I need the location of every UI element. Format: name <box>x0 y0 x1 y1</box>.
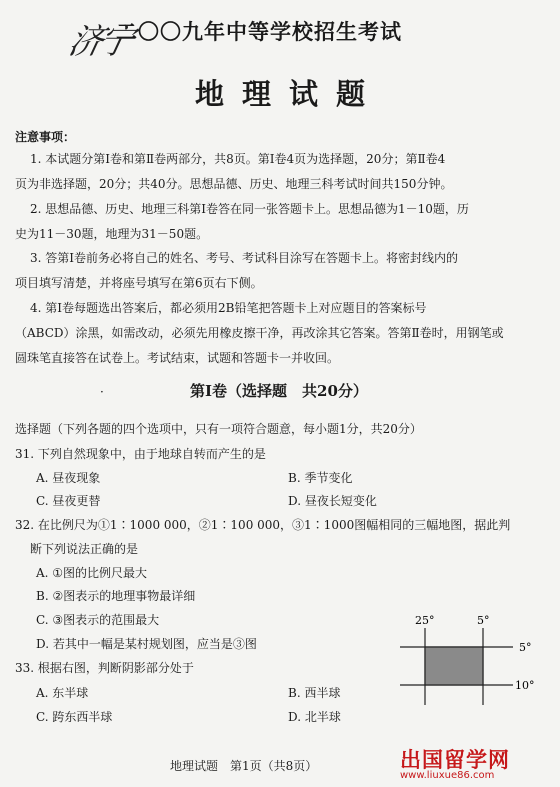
notice-line: （ABCD）涂黑，如需改动，必须先用橡皮擦干净，再改涂其它答案。答第Ⅱ卷时，用钢笔或 <box>15 326 504 340</box>
option-33c: C. 跨东西半球 <box>36 710 113 724</box>
label-lat-10: 10° <box>515 679 535 692</box>
page-title: 地理试题 <box>195 77 384 111</box>
lat-lon-grid-figure <box>395 610 545 720</box>
notice-heading: 注意事项： <box>15 130 76 144</box>
exam-title: 二〇〇九年中等学校招生考试 <box>116 19 402 44</box>
notice-line: 1. 本试题分第Ⅰ卷和第Ⅱ卷两部分，共8页。第Ⅰ卷4页为选择题，20分；第Ⅱ卷4 <box>30 152 446 166</box>
choice-intro: 选择题（下列各题的四个选项中，只有一项符合题意，每小题1分，共20分） <box>15 422 422 436</box>
handwritten-note: 济宁 <box>65 22 134 62</box>
shaded-region <box>425 647 483 685</box>
watermark-url: www.liuxue86.com <box>400 770 495 781</box>
option-32a: A. ①图的比例尺最大 <box>36 566 148 580</box>
question-33: 33. 根据右图，判断阴影部分处于 <box>15 661 194 675</box>
question-32: 32. 在比例尺为①1∶1000 000，②1∶100 000，③1∶1000图幅相同的三幅地图，据此判 <box>15 518 511 532</box>
option-33b: B. 西半球 <box>288 686 341 700</box>
label-lat-5: 5° <box>519 641 532 654</box>
watermark-text: 出国留学网 <box>400 747 510 772</box>
option-32b: B. ②图表示的地理事物最详细 <box>36 589 196 603</box>
page-footer: 地理试题 第1页（共8页） <box>170 759 318 773</box>
option-31b: B. 季节变化 <box>288 471 353 485</box>
section-title: 第Ⅰ卷（选择题 共20分） <box>190 382 368 400</box>
notice-line: 页为非选择题，20分；共40分。思想品德、历史、地理三科考试时间共150分钟。 <box>15 177 453 191</box>
notice-line: 2. 思想品德、历史、地理三科第Ⅰ卷答在同一张答题卡上。思想品德为1－10题，历 <box>30 202 469 216</box>
label-lon-5: 5° <box>477 614 490 627</box>
option-31c: C. 昼夜更替 <box>36 494 101 508</box>
notice-line: 项目填写清楚，并将座号填写在第6页右下侧。 <box>15 276 263 290</box>
stray-dot: · <box>100 385 104 399</box>
option-31d: D. 昼夜长短变化 <box>288 494 377 508</box>
label-lon-25: 25° <box>415 614 435 627</box>
notice-line: 3. 答第Ⅰ卷前务必将自己的姓名、考号、考试科目涂写在答题卡上。将密封线内的 <box>30 251 459 265</box>
notice-line: 圆珠笔直接答在试卷上。考试结束，试题和答题卡一并收回。 <box>15 351 340 365</box>
question-31: 31. 下列自然现象中，由于地球自转而产生的是 <box>15 447 266 461</box>
option-32d: D. 若其中一幅是某村规划图，应当是③图 <box>36 637 257 651</box>
option-31a: A. 昼夜现象 <box>36 471 101 485</box>
notice-line: 4. 第Ⅰ卷每题选出答案后，都必须用2B铅笔把答题卡上对应题目的答案标号 <box>30 301 427 315</box>
notice-line: 史为11－30题，地理为31－50题。 <box>15 227 209 241</box>
option-32c: C. ③图表示的范围最大 <box>36 613 160 627</box>
question-32-cont: 断下列说法正确的是 <box>30 542 139 556</box>
option-33d: D. 北半球 <box>288 710 341 724</box>
option-33a: A. 东半球 <box>36 686 89 700</box>
